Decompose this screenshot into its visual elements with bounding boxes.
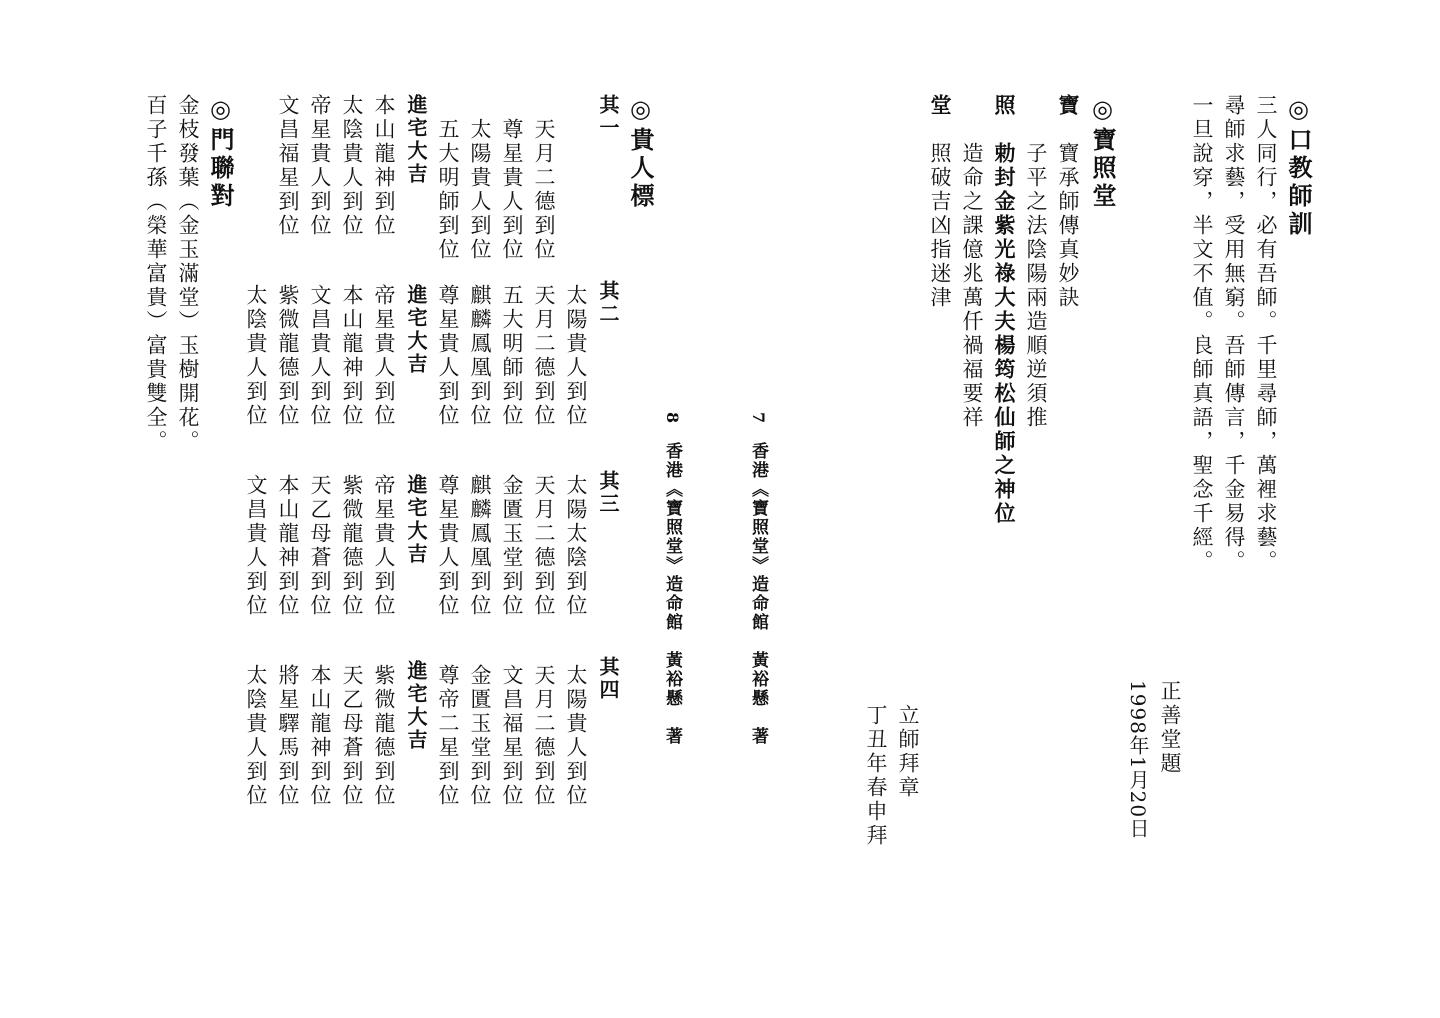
teacher-maxim-line: 尋師求藝，受用無窮。吾師傳言，千金易得。: [1222, 94, 1246, 574]
group-label: 其四: [596, 656, 620, 702]
noble-line: 金匱玉堂到位: [468, 664, 492, 808]
noble-line: 金匱玉堂到位: [500, 474, 524, 618]
verse-line: 照破吉凶指迷津: [928, 142, 952, 310]
noble-line: 麒麟鳳凰到位: [468, 474, 492, 618]
noble-line: 紫微龍德到位: [276, 284, 300, 428]
noble-line: 天月二德到位: [532, 284, 556, 428]
verse-line: 勅封金紫光祿大夫楊筠松仙師之神位: [992, 142, 1017, 526]
noble-subtitle: 進宅大吉: [404, 474, 428, 566]
noble-subtitle: 進宅大吉: [404, 284, 428, 376]
noble-line: 本山龍神到位: [340, 284, 364, 428]
noble-line: 尊星貴人到位: [436, 474, 460, 618]
door-couplet-line: 金枝發葉（金玉滿堂）玉樹開花。: [176, 94, 200, 454]
door-couplet-line: 百子千孫（榮華富貴）富貴雙全。: [144, 94, 168, 454]
noble-line: 文昌福星到位: [276, 94, 300, 238]
verse-line: 寶承師傳真妙訣: [1056, 142, 1080, 310]
group-label: 其三: [596, 470, 620, 516]
noble-line: 太陰貴人到位: [244, 664, 268, 808]
page-number: 7: [749, 412, 768, 426]
door-couplet-heading: ◎門聯對: [206, 94, 235, 211]
teacher-maxim-heading: ◎口教師訓: [1284, 94, 1313, 239]
noble-line: 尊星貴人到位: [500, 118, 524, 262]
noble-line: 將星驛馬到位: [276, 664, 300, 808]
verse-head: 照: [992, 94, 1017, 118]
page-footer: 香港《寶照堂》造命館 黃裕懸 著: [662, 442, 682, 746]
group-label: 其二: [596, 280, 620, 326]
noble-line: 天月二德到位: [532, 474, 556, 618]
noble-line: 帝星貴人到位: [372, 474, 396, 618]
teacher-maxim-line: 三人同行，必有吾師。千里尋師，萬裡求藝。: [1254, 94, 1278, 574]
noble-line: 五大明師到位: [500, 284, 524, 428]
noble-line: 本山龍神到位: [372, 94, 396, 238]
noble-line: 本山龍神到位: [308, 664, 332, 808]
noble-line: 帝星貴人到位: [372, 284, 396, 428]
inscription-date: 1998年1月20日: [1126, 680, 1150, 840]
page-footer: 香港《寶照堂》造命館 黃裕懸 著: [748, 442, 768, 746]
noble-line: 太陰貴人到位: [340, 94, 364, 238]
noble-line: 天乙母蒼到位: [340, 664, 364, 808]
master-line: 立師拜章: [896, 704, 920, 800]
noble-labels-heading: ◎貴人標: [626, 94, 655, 211]
noble-line: 太陽貴人到位: [564, 284, 588, 428]
noble-line: 太陽太陰到位: [564, 474, 588, 618]
teacher-maxim-line: 一旦說穿，半文不值。良師真語，聖念千經。: [1190, 94, 1214, 574]
noble-line: 太陽貴人到位: [564, 664, 588, 808]
noble-line: 尊星貴人到位: [436, 284, 460, 428]
noble-line: 天月二德到位: [532, 664, 556, 808]
noble-subtitle: 進宅大吉: [404, 660, 428, 752]
verse-line: 子平之法陰陽兩造順逆須推: [1024, 142, 1048, 430]
noble-line: 天乙母蒼到位: [308, 474, 332, 618]
noble-subtitle: 進宅大吉: [404, 94, 428, 186]
noble-line: 太陰貴人到位: [244, 284, 268, 428]
noble-line: 太陽貴人到位: [468, 118, 492, 262]
noble-line: 文昌福星到位: [500, 664, 524, 808]
verse-head: 堂: [928, 94, 953, 118]
noble-line: 天月二德到位: [532, 118, 556, 262]
noble-line: 尊帝二星到位: [436, 664, 460, 808]
noble-line: 紫微龍德到位: [372, 664, 396, 808]
verse-line: 造命之課億兆萬仟禍福要祥: [960, 142, 984, 430]
noble-line: 本山龍神到位: [276, 474, 300, 618]
noble-line: 麒麟鳳凰到位: [468, 284, 492, 428]
inscription-line: 正善堂題: [1158, 680, 1182, 776]
noble-line: 帝星貴人到位: [308, 94, 332, 238]
group-label: 其一: [596, 94, 620, 140]
master-line: 丁丑年春申拜: [864, 704, 888, 848]
page-number: 8: [663, 412, 682, 426]
noble-line: 文昌貴人到位: [308, 284, 332, 428]
noble-line: 紫微龍德到位: [340, 474, 364, 618]
baozhaotang-heading: ◎寶照堂: [1088, 94, 1117, 211]
noble-line: 五大明師到位: [436, 118, 460, 262]
noble-line: 文昌貴人到位: [244, 474, 268, 618]
verse-head: 寶: [1056, 94, 1081, 118]
